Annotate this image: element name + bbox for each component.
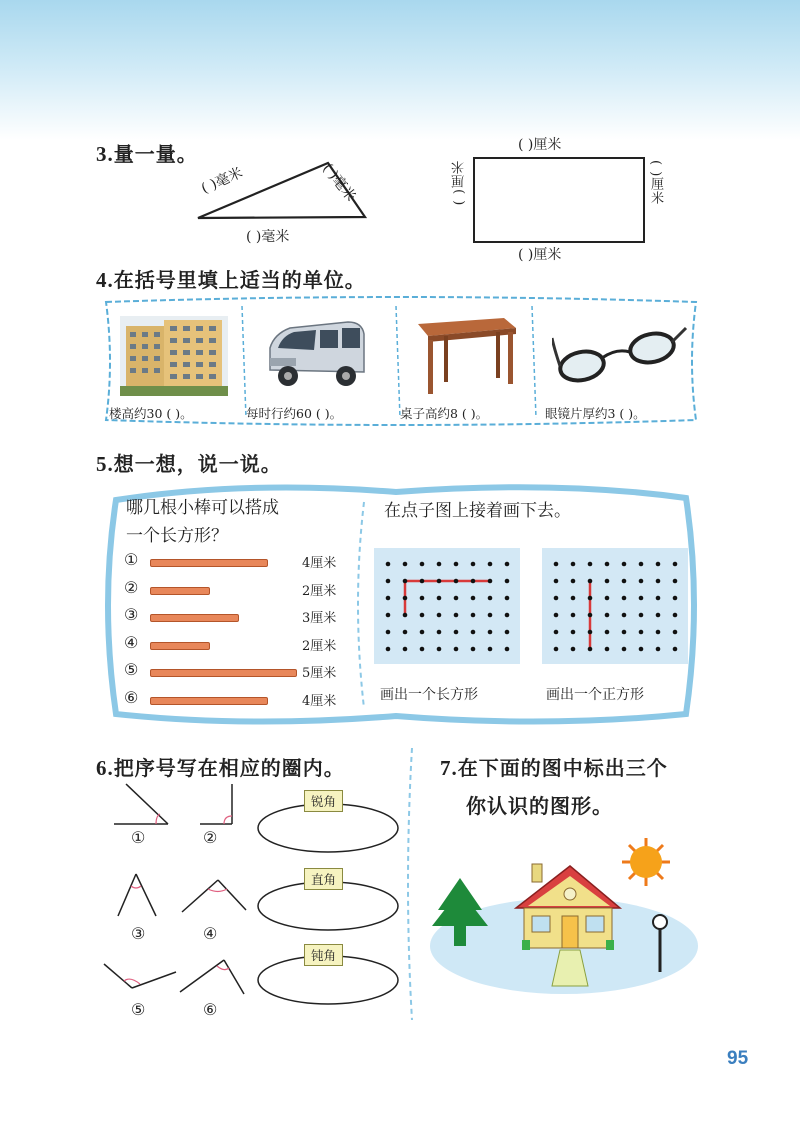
stick-bar (150, 697, 268, 705)
q3-number: 3. (96, 142, 114, 166)
grid-dot (437, 562, 442, 567)
angle-4 (182, 880, 246, 912)
grid-dot (622, 630, 627, 635)
grid-dot (420, 562, 425, 567)
q3-rect-left-label: ( )厘米 (452, 160, 467, 206)
grid-dot (588, 613, 593, 618)
stick-bar (150, 559, 268, 567)
grid-dot (454, 647, 459, 652)
grid-dot (488, 613, 493, 618)
stick-length-label: 2厘米 (302, 583, 337, 599)
q7-title-line2: 你认识的图形。 (466, 794, 613, 818)
grid-dot (403, 562, 408, 567)
q3-rect-right-label: ( )厘米 (648, 160, 663, 206)
grid-dot (656, 613, 661, 618)
q3-tri-right-label: ( )毫米 (319, 160, 359, 205)
grid-dot (437, 613, 442, 618)
grid-dot (571, 579, 576, 584)
q5-right-prompt: 在点子图上接着画下去。 (384, 501, 571, 521)
q6-angles (96, 776, 266, 1026)
grid-background (374, 548, 520, 664)
grid-dot (488, 579, 493, 584)
q5-number: 5. (96, 452, 114, 476)
grid-dot (386, 596, 391, 601)
grid-dot (622, 647, 627, 652)
grid-dot (622, 596, 627, 601)
q6-number: 6. (96, 756, 114, 780)
grid-dot (471, 562, 476, 567)
stick-length-label: 4厘米 (302, 693, 337, 709)
grid-dot (639, 613, 644, 618)
stick-length-label: 3厘米 (302, 611, 337, 626)
grid-dot (656, 596, 661, 601)
grid-dot (437, 596, 442, 601)
grid-dot (588, 579, 593, 584)
table-image (414, 314, 518, 396)
grid-dot (386, 562, 391, 567)
grid-dot (420, 613, 425, 618)
angle-mark-1: ① (131, 828, 146, 847)
angle-1 (114, 784, 168, 824)
grid-dot (588, 562, 593, 567)
glasses-image (552, 318, 688, 392)
grid-dot (488, 647, 493, 652)
oval-label-obtuse: 钝角 (304, 944, 343, 966)
grid-dot (403, 579, 408, 584)
grid-dot (673, 562, 678, 567)
sun-icon (622, 838, 670, 886)
stick-row (124, 550, 354, 574)
stick-bar (150, 669, 297, 677)
q4-heading (96, 264, 366, 293)
grid-dot (639, 596, 644, 601)
q6-ovals (256, 798, 406, 1028)
q3-heading (96, 138, 198, 167)
q4-caption-building: 楼高约30 ( )。 (109, 406, 193, 421)
grid-dot (639, 647, 644, 652)
q7-scene (424, 836, 700, 1004)
grid-dot (554, 647, 559, 652)
grid-background (542, 548, 688, 664)
grid-dot (588, 630, 593, 635)
grid-dot (505, 630, 510, 635)
grid-dot (454, 579, 459, 584)
grid-dot (639, 630, 644, 635)
stick-mark: ④ (124, 632, 139, 652)
q3-rectangle (473, 157, 645, 243)
stick-mark: ⑤ (124, 660, 139, 679)
grid-dot (454, 630, 459, 635)
dot-grid-square (542, 548, 688, 664)
stick-row (124, 578, 354, 602)
grid-dot (471, 579, 476, 584)
stick-mark: ② (124, 577, 139, 597)
grid-dot (605, 596, 610, 601)
grid-dot (571, 596, 576, 601)
grid-dot (505, 613, 510, 618)
grid-dot (554, 562, 559, 567)
grid-dot (554, 630, 559, 635)
q3-tri-bottom-label: ( )毫米 (246, 229, 290, 245)
grid-dot (639, 562, 644, 567)
angle-5 (104, 964, 176, 988)
q5-left-prompt-line2: 一个长方形？ (126, 526, 228, 546)
q5-title: 想一想，说一说。 (113, 452, 282, 476)
q5-left-prompt-line1: 哪几根小棒可以搭成 (126, 498, 279, 518)
stick-row (124, 660, 354, 684)
building-image (120, 316, 228, 396)
q7-heading (440, 752, 668, 781)
q3-rect-top-label: ( )厘米 (518, 137, 562, 153)
q4-number: 4. (96, 268, 114, 292)
grid-dot (673, 596, 678, 601)
grid-dot (605, 647, 610, 652)
q5-heading (96, 448, 282, 477)
grid-dot (605, 562, 610, 567)
grid-dot (420, 630, 425, 635)
q3-title: 量一量。 (113, 142, 198, 166)
stick-mark: ⑥ (124, 687, 139, 707)
grid-dot (605, 613, 610, 618)
grid-dot (471, 596, 476, 601)
grid-dot (656, 647, 661, 652)
q6-q7-divider (400, 744, 420, 1024)
grid2-caption: 画出一个正方形 (546, 687, 644, 703)
van-image (262, 314, 368, 392)
grid-dot (454, 613, 459, 618)
stick-bar (150, 642, 210, 650)
q4-caption-table: 桌子高约8 ( )。 (400, 406, 489, 421)
grid-dot (605, 579, 610, 584)
grid-dot (656, 562, 661, 567)
stick-row (124, 605, 354, 629)
q7-title-line1: 在下面的图中标出三个 (457, 756, 668, 780)
grid-dot (386, 630, 391, 635)
grid-dot (386, 579, 391, 584)
stick-length-label: 5厘米 (302, 666, 337, 681)
grid-dot (454, 596, 459, 601)
grid-dot (505, 562, 510, 567)
grid-dot (505, 647, 510, 652)
header-band (0, 0, 800, 140)
grid-dot (386, 613, 391, 618)
grid-dot (622, 562, 627, 567)
grid-dot (571, 647, 576, 652)
angle-3 (118, 874, 156, 916)
grid-dot (673, 630, 678, 635)
q6-title: 把序号写在相应的圈内。 (113, 756, 345, 780)
q4-caption-van: 每时行约60 ( )。 (246, 406, 343, 421)
oval-label-right: 直角 (304, 868, 343, 890)
angle-mark-6: ⑥ (203, 1000, 218, 1019)
grid-dot (554, 579, 559, 584)
grid-dot (488, 562, 493, 567)
q4-caption-glasses: 眼镜片厚约3 ( )。 (545, 406, 646, 421)
q3-rect-bottom-label: ( )厘米 (518, 247, 562, 263)
grid-dot (403, 613, 408, 618)
angle-6 (180, 960, 244, 994)
stick-length-label: 4厘米 (302, 556, 337, 571)
grid-dot (403, 647, 408, 652)
grid-dot (571, 630, 576, 635)
grid-dot (605, 630, 610, 635)
grid-dot (505, 596, 510, 601)
grid-dot (622, 613, 627, 618)
grid-dot (488, 630, 493, 635)
page-number: 95 (727, 1048, 749, 1069)
grid-dot (403, 630, 408, 635)
grid-dot (488, 596, 493, 601)
q5-left-prompt (126, 494, 279, 550)
q4-title: 在括号里填上适当的单位。 (113, 268, 366, 292)
q7-number: 7. (440, 756, 458, 780)
grid-dot (622, 579, 627, 584)
grid-dot (420, 647, 425, 652)
stick-mark: ③ (124, 605, 139, 624)
angle-2 (200, 784, 232, 824)
grid-dot (437, 647, 442, 652)
grid-dot (403, 596, 408, 601)
grid-dot (588, 596, 593, 601)
grid-dot (471, 647, 476, 652)
angle-mark-4: ④ (203, 924, 218, 943)
grid-dot (554, 613, 559, 618)
grid-dot (673, 647, 678, 652)
stick-mark: ① (124, 550, 139, 569)
stick-row (124, 688, 354, 712)
grid-dot (505, 579, 510, 584)
grid-dot (656, 579, 661, 584)
q3-tri-left-label: ( )毫米 (199, 164, 246, 198)
grid-dot (673, 579, 678, 584)
stick-length-label: 2厘米 (302, 638, 337, 654)
dot-grid-rectangle (374, 548, 520, 664)
stick-row (124, 633, 354, 657)
grid1-caption: 画出一个长方形 (380, 687, 478, 703)
grid-dot (454, 562, 459, 567)
grid-dot (420, 579, 425, 584)
grid-dot (437, 630, 442, 635)
grid-dot (471, 630, 476, 635)
grid-dot (437, 579, 442, 584)
stick-bar (150, 587, 210, 595)
grid-dot (386, 647, 391, 652)
grid-dot (656, 630, 661, 635)
grid-dot (571, 613, 576, 618)
grid-dot (571, 562, 576, 567)
oval-label-acute: 锐角 (304, 790, 343, 812)
grid-dot (673, 613, 678, 618)
stick-bar (150, 614, 239, 622)
grid-dot (554, 596, 559, 601)
angle-mark-5: ⑤ (131, 1000, 146, 1019)
angle-mark-3: ③ (131, 924, 146, 943)
grid-dot (588, 647, 593, 652)
angle-mark-2: ② (203, 828, 218, 847)
grid-dot (471, 613, 476, 618)
grid-dot (639, 579, 644, 584)
grid-dot (420, 596, 425, 601)
